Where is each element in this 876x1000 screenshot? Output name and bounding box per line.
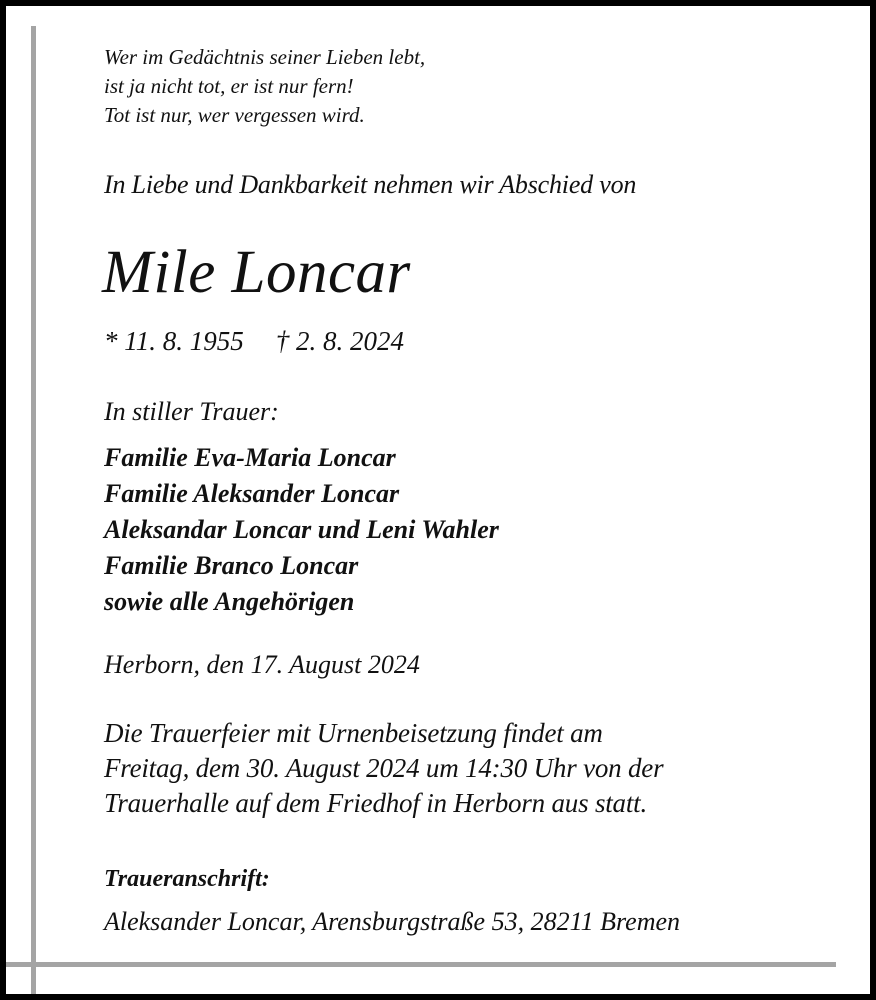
ceremony-line: Freitag, dem 30. August 2024 um 14:30 Uhr von der: [104, 753, 664, 783]
motto-verse: [104, 43, 425, 130]
place-and-date: Herborn, den 17. August 2024: [104, 650, 420, 679]
mourner-entry: sowie alle Angehörigen: [104, 587, 355, 616]
horizontal-rule: [6, 962, 836, 967]
mourner-entry: Aleksandar Loncar und Leni Wahler: [104, 515, 499, 544]
ceremony-info: [104, 716, 663, 821]
motto-line: Wer im Gedächtnis seiner Lieben lebt,: [104, 45, 426, 69]
birth-date: * 11. 8. 1955: [104, 326, 244, 356]
deceased-name: Mile Loncar: [102, 239, 411, 306]
intro-text: In Liebe und Dankbarkeit nehmen wir Abschied von: [104, 170, 637, 199]
death-date: † 2. 8. 2024: [275, 326, 404, 356]
mourning-address: Aleksander Loncar, Arensburgstraße 53, 28211 Bremen: [104, 907, 681, 936]
address-label: Traueranschrift:: [104, 866, 270, 892]
ceremony-line: Die Trauerfeier mit Urnenbeisetzung findet am: [104, 718, 603, 748]
mourner-entry: Familie Eva-Maria Loncar: [104, 443, 396, 472]
motto-line: ist ja nicht tot, er ist nur fern!: [104, 74, 354, 98]
motto-line: Tot ist nur, wer vergessen wird.: [104, 103, 365, 127]
mourners-label: In stiller Trauer:: [104, 397, 279, 426]
mourner-entry: Familie Branco Loncar: [104, 551, 359, 580]
mourners-list: [104, 440, 499, 620]
mourner-entry: Familie Aleksander Loncar: [104, 479, 400, 508]
vertical-rule: [31, 26, 36, 994]
life-dates: [104, 326, 404, 357]
ceremony-line: Trauerhalle auf dem Friedhof in Herborn aus statt.: [104, 788, 648, 818]
